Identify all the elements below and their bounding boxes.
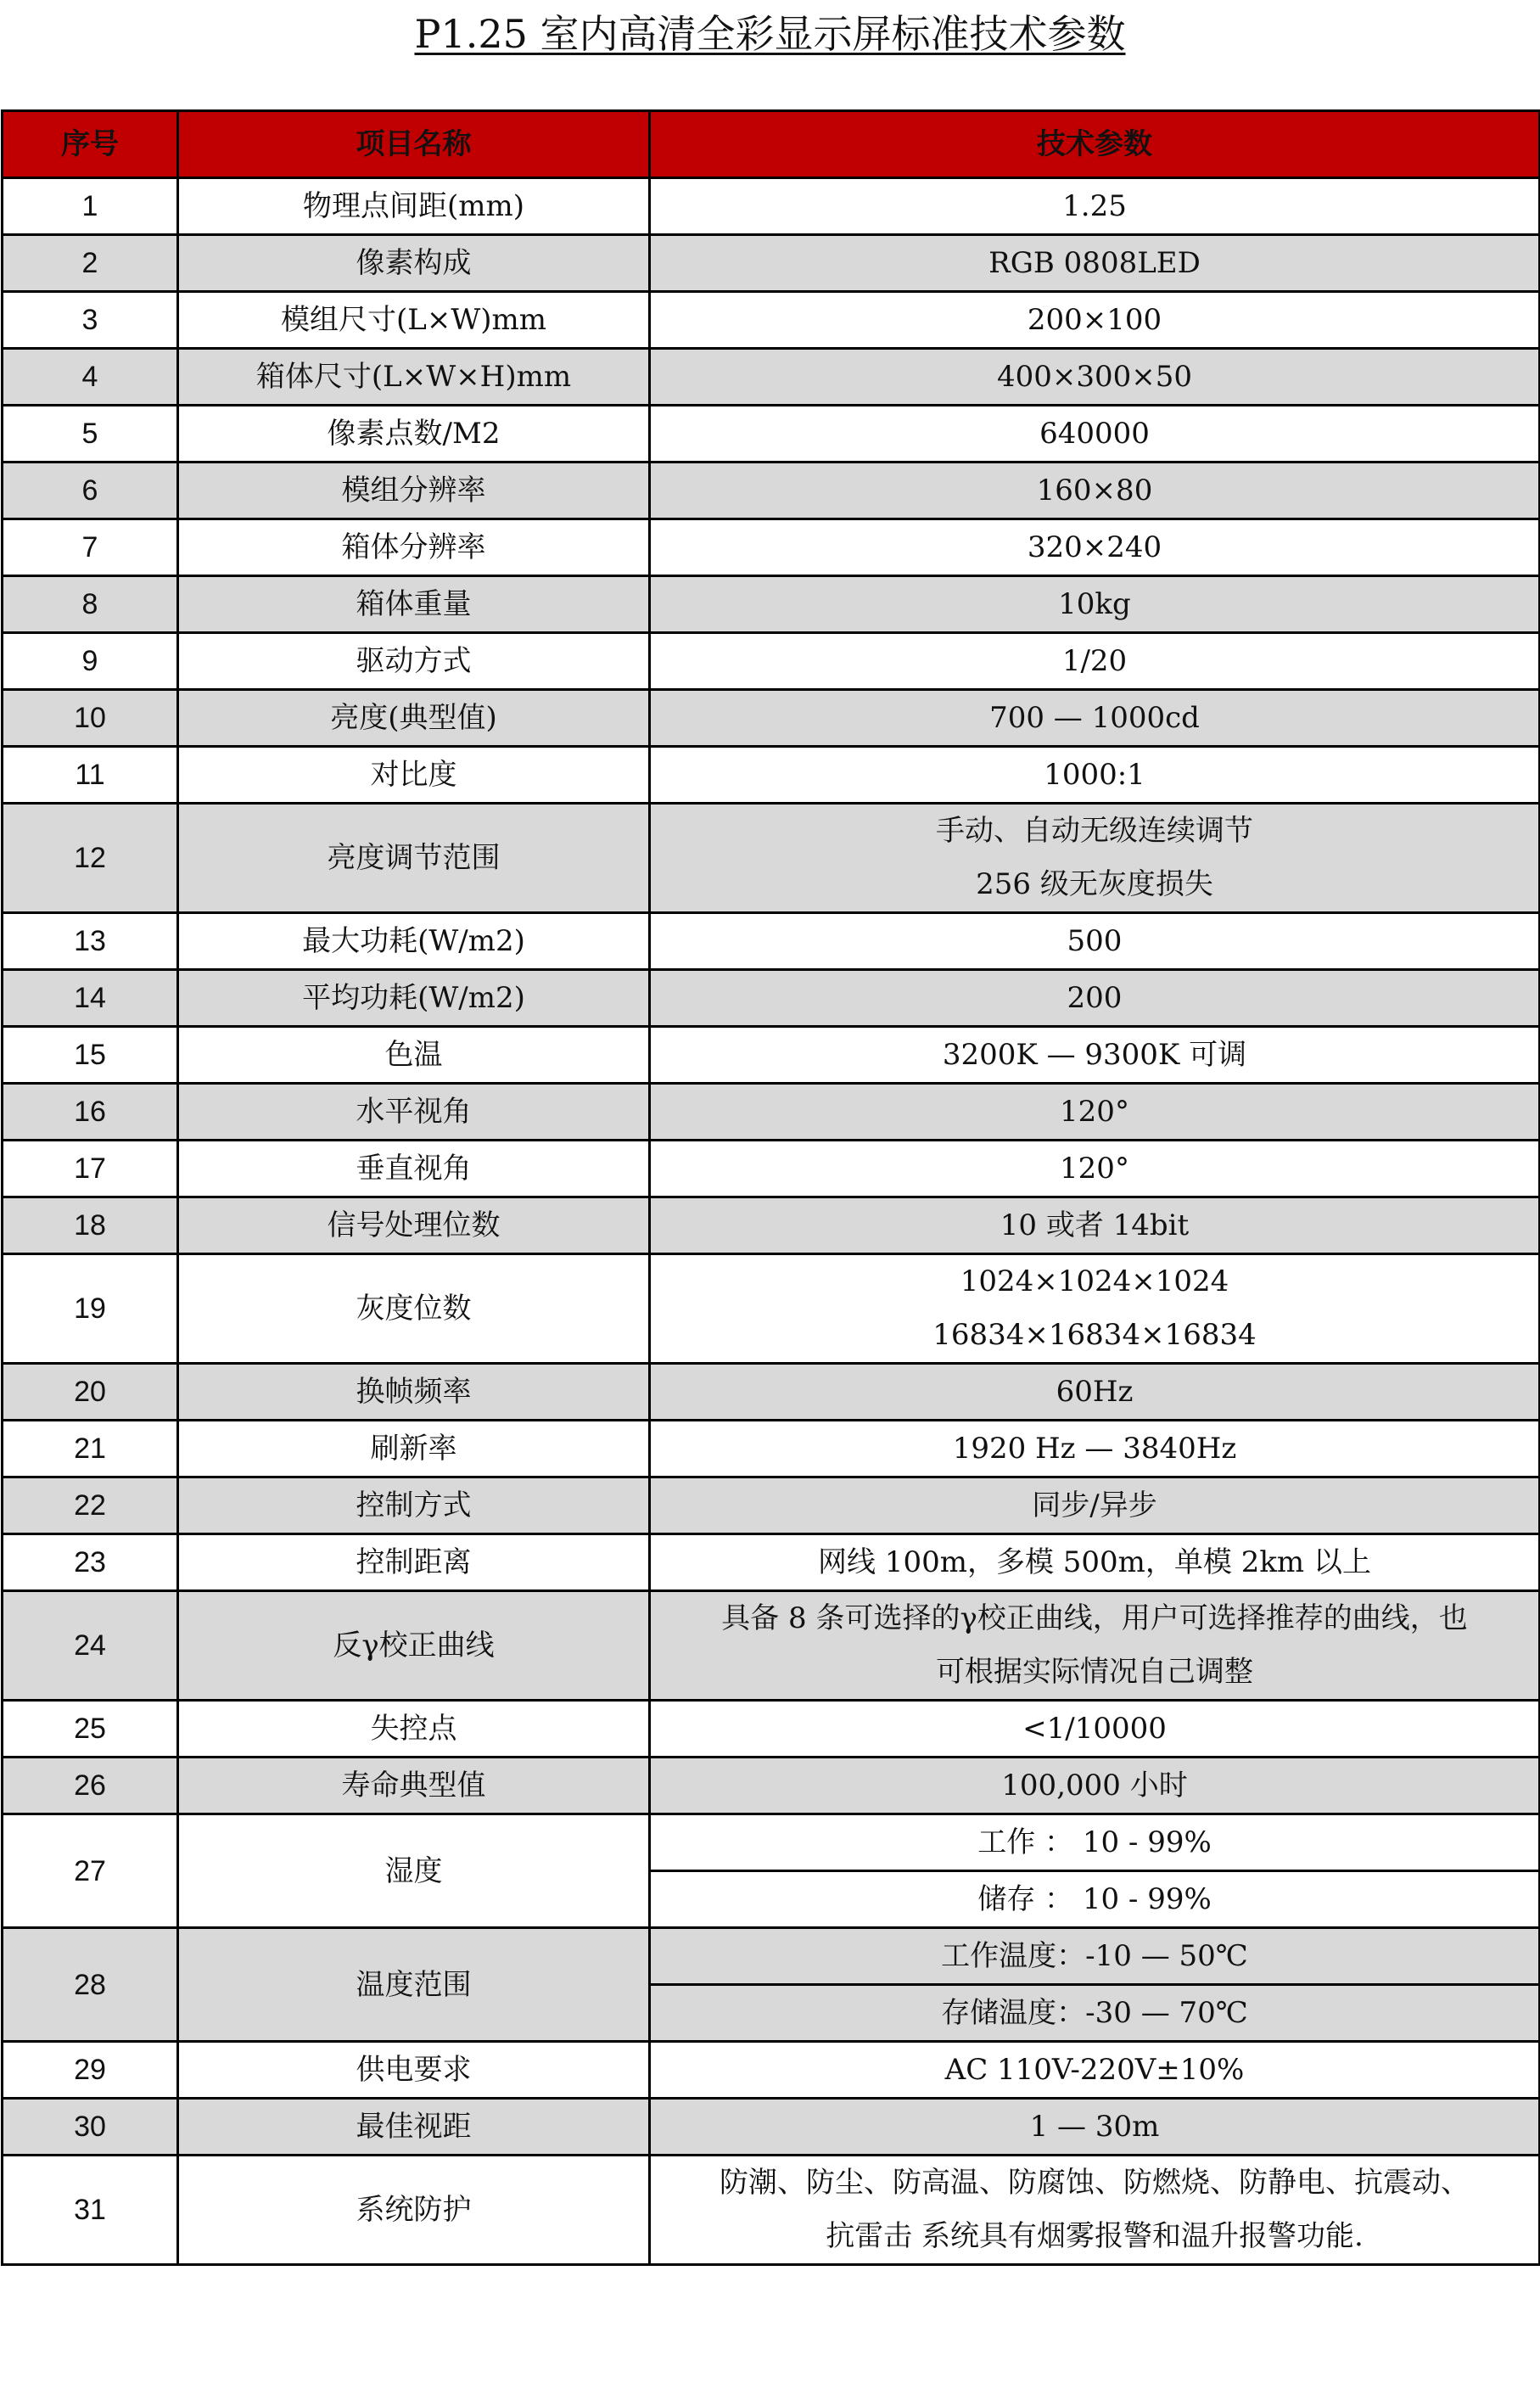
row-index: 15: [3, 1027, 178, 1084]
row-value: 200×100: [650, 292, 1540, 349]
row-index: 24: [3, 1591, 178, 1701]
row-index: 19: [3, 1254, 178, 1364]
row-value-line: 1024×1024×1024: [960, 1264, 1229, 1298]
table-row: [3, 292, 1540, 349]
row-value-line: 可根据实际情况自己调整: [936, 1655, 1253, 1689]
row-index: 23: [3, 1534, 178, 1591]
table-row: [3, 463, 1540, 519]
row-value-line: 256 级无灰度损失: [976, 867, 1213, 901]
row-item-name: 模组分辨率: [178, 463, 650, 519]
header-item: 项目名称: [178, 111, 650, 178]
table-row: [3, 2042, 1540, 2099]
row-value: 120°: [650, 1141, 1540, 1197]
row-value: 1920 Hz — 3840Hz: [650, 1421, 1540, 1477]
row-value: 100,000 小时: [650, 1758, 1540, 1814]
table-row: [3, 1534, 1540, 1591]
row-index: 21: [3, 1421, 178, 1477]
row-value: 1 — 30m: [650, 2099, 1540, 2156]
row-item-name: 换帧频率: [178, 1364, 650, 1421]
row-value-line: 抗雷击 系统具有烟雾报警和温升报警功能.: [826, 2219, 1364, 2253]
row-value: 500: [650, 913, 1540, 970]
table-row: [3, 576, 1540, 633]
row-item-name: 物理点间距(mm): [178, 178, 650, 235]
row-index: 17: [3, 1141, 178, 1197]
table-row: [3, 747, 1540, 804]
row-index: 1: [3, 178, 178, 235]
table-row: [3, 178, 1540, 235]
row-item-name: 像素构成: [178, 235, 650, 292]
row-value: 1.25: [650, 178, 1540, 235]
table-row: [3, 1758, 1540, 1814]
row-index: 11: [3, 747, 178, 804]
row-index: 9: [3, 633, 178, 690]
table-row: [3, 519, 1540, 576]
table-row: [3, 1027, 1540, 1084]
header-param: 技术参数: [650, 111, 1540, 178]
row-index: 18: [3, 1197, 178, 1254]
table-row: [3, 1477, 1540, 1534]
row-item-name: 最佳视距: [178, 2099, 650, 2156]
row-index: 6: [3, 463, 178, 519]
row-item-name: 水平视角: [178, 1084, 650, 1141]
row-index: 3: [3, 292, 178, 349]
row-item-name: 箱体分辨率: [178, 519, 650, 576]
table-header-row: [3, 111, 1540, 178]
row-item-name: 驱动方式: [178, 633, 650, 690]
row-item-name: 灰度位数: [178, 1254, 650, 1364]
row-value: 10kg: [650, 576, 1540, 633]
row-index: 10: [3, 690, 178, 747]
row-value: [650, 1254, 1540, 1364]
row-value: 400×300×50: [650, 349, 1540, 406]
table-row: [3, 2099, 1540, 2156]
row-index: 7: [3, 519, 178, 576]
row-item-name: 失控点: [178, 1701, 650, 1758]
table-row: [3, 804, 1540, 913]
row-value: 储存 ： 10 - 99%: [650, 1871, 1540, 1928]
table-body: [3, 178, 1540, 2265]
table-row: [3, 1928, 1540, 1985]
row-index: 4: [3, 349, 178, 406]
row-value: [650, 2156, 1540, 2265]
row-index: 25: [3, 1701, 178, 1758]
row-item-name: 供电要求: [178, 2042, 650, 2099]
row-item-name: 信号处理位数: [178, 1197, 650, 1254]
row-index: 31: [3, 2156, 178, 2265]
table-row: [3, 1421, 1540, 1477]
row-value: 同步/异步: [650, 1477, 1540, 1534]
row-value-line: 16834×16834×16834: [932, 1318, 1257, 1352]
table-row: [3, 970, 1540, 1027]
table-row: [3, 690, 1540, 747]
row-item-name: 箱体重量: [178, 576, 650, 633]
table-row: [3, 406, 1540, 463]
row-item-name: 湿度: [178, 1814, 650, 1928]
row-item-name: 垂直视角: [178, 1141, 650, 1197]
row-value: 网线 100m，多模 500m，单模 2km 以上: [650, 1534, 1540, 1591]
table-row: [3, 913, 1540, 970]
row-item-name: 寿命典型值: [178, 1758, 650, 1814]
row-value: 1/20: [650, 633, 1540, 690]
row-index: 20: [3, 1364, 178, 1421]
row-index: 16: [3, 1084, 178, 1141]
row-index: 8: [3, 576, 178, 633]
row-value: 60Hz: [650, 1364, 1540, 1421]
row-index: 30: [3, 2099, 178, 2156]
row-value: <1/10000: [650, 1701, 1540, 1758]
page-title: P1.25 室内高清全彩显示屏标准技术参数: [414, 11, 1126, 57]
spec-table: [1, 109, 1540, 2266]
row-index: 26: [3, 1758, 178, 1814]
row-value: RGB 0808LED: [650, 235, 1540, 292]
row-item-name: 反γ校正曲线: [178, 1591, 650, 1701]
table-row: [3, 1814, 1540, 1871]
row-value: 320×240: [650, 519, 1540, 576]
row-value-line: 手动、自动无级连续调节: [936, 814, 1253, 848]
row-value: AC 110V-220V±10%: [650, 2042, 1540, 2099]
row-index: 22: [3, 1477, 178, 1534]
row-value: 工作温度：-10 — 50℃: [650, 1928, 1540, 1985]
table-row: [3, 1364, 1540, 1421]
row-value: 1000:1: [650, 747, 1540, 804]
table-row: [3, 1141, 1540, 1197]
row-value: 120°: [650, 1084, 1540, 1141]
row-index: 13: [3, 913, 178, 970]
row-value: 640000: [650, 406, 1540, 463]
row-value: [650, 1591, 1540, 1701]
table-row: [3, 633, 1540, 690]
row-index: 28: [3, 1928, 178, 2042]
row-item-name: 像素点数/M2: [178, 406, 650, 463]
table-row: [3, 2156, 1540, 2265]
row-item-name: 控制方式: [178, 1477, 650, 1534]
row-index: 2: [3, 235, 178, 292]
row-item-name: 色温: [178, 1027, 650, 1084]
row-value: 工作 ： 10 - 99%: [650, 1814, 1540, 1871]
row-item-name: 模组尺寸(L×W)mm: [178, 292, 650, 349]
table-row: [3, 349, 1540, 406]
row-index: 14: [3, 970, 178, 1027]
table-row: [3, 1701, 1540, 1758]
row-index: 27: [3, 1814, 178, 1928]
row-item-name: 控制距离: [178, 1534, 650, 1591]
row-item-name: 亮度调节范围: [178, 804, 650, 913]
row-value: 10 或者 14bit: [650, 1197, 1540, 1254]
table-row: [3, 235, 1540, 292]
row-value-line: 具备 8 条可选择的γ校正曲线，用户可选择推荐的曲线，也: [721, 1601, 1468, 1635]
row-item-name: 系统防护: [178, 2156, 650, 2265]
row-value: 700 — 1000cd: [650, 690, 1540, 747]
row-item-name: 亮度(典型值): [178, 690, 650, 747]
row-value-line: 防潮、防尘、防高温、防腐蚀、防燃烧、防静电、抗震动、: [720, 2166, 1470, 2200]
row-index: 29: [3, 2042, 178, 2099]
row-item-name: 平均功耗(W/m2): [178, 970, 650, 1027]
row-value: 存储温度：-30 — 70℃: [650, 1985, 1540, 2042]
row-value: 200: [650, 970, 1540, 1027]
table-row: [3, 1197, 1540, 1254]
row-value: 160×80: [650, 463, 1540, 519]
table-row: [3, 1254, 1540, 1364]
table-row: [3, 1084, 1540, 1141]
row-item-name: 温度范围: [178, 1928, 650, 2042]
row-item-name: 对比度: [178, 747, 650, 804]
row-index: 12: [3, 804, 178, 913]
row-value: 3200K — 9300K 可调: [650, 1027, 1540, 1084]
header-index: 序号: [3, 111, 178, 178]
table-row: [3, 1591, 1540, 1701]
row-item-name: 最大功耗(W/m2): [178, 913, 650, 970]
row-item-name: 刷新率: [178, 1421, 650, 1477]
row-index: 5: [3, 406, 178, 463]
row-value: [650, 804, 1540, 913]
row-item-name: 箱体尺寸(L×W×H)mm: [178, 349, 650, 406]
